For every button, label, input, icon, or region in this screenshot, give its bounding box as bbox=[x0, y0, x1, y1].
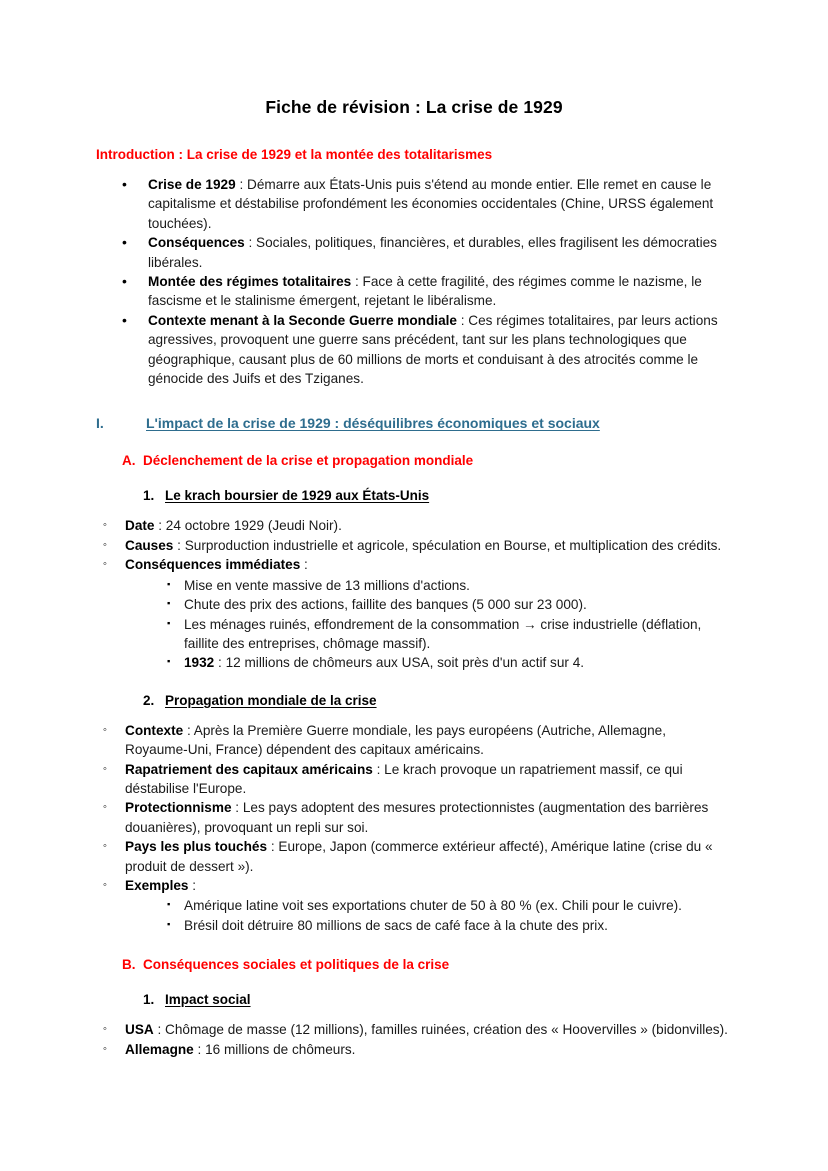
list-item-text: Pays les plus touchés : Europe, Japon (commerce extérieur affecté), Amérique latine (crise du « produit de dessert »). bbox=[125, 839, 713, 874]
list-item bbox=[96, 595, 732, 614]
list-item bbox=[96, 555, 732, 574]
list-item-text: Contexte menant à la Seconde Guerre mondiale : Ces régimes totalitaires, par leurs actions agressives, provoquent une guerre sans précédent, tant sur les plans technologiques que géographique, causant plus de 60 millions de morts et conduisant à des atrocités comme le génocide des Juifs et des Tziganes. bbox=[148, 312, 718, 387]
list-item-text: Protectionnisme : Les pays adoptent des mesures protectionnistes (augmentation des barrières douanières), provoquant un repli sur soi. bbox=[125, 800, 709, 835]
subsection-title: Conséquences sociales et politiques de la crise bbox=[143, 957, 450, 973]
list-item-text: Les ménages ruinés, effondrement de la consommation → crise industrielle (déflation, faillite des entreprises, chômage massif). bbox=[184, 616, 702, 651]
krach-bullet-list bbox=[96, 503, 732, 574]
list-item bbox=[96, 876, 732, 895]
item-heading-a1 bbox=[143, 468, 732, 503]
item-marker: 1. bbox=[143, 992, 155, 1008]
subsection-title: Déclenchement de la crise et propagation mondiale bbox=[143, 453, 474, 469]
introduction-heading: Introduction : La crise de 1929 et la montée des totalitarismes bbox=[96, 147, 493, 162]
bullet-marker-icon bbox=[122, 233, 148, 252]
list-item-term: Contexte menant à la Seconde Guerre mondiale bbox=[148, 312, 457, 328]
bullet-marker-icon bbox=[167, 895, 184, 914]
bullet-marker-icon bbox=[103, 798, 125, 817]
list-item bbox=[96, 916, 732, 935]
bullet-marker-icon bbox=[103, 1020, 125, 1039]
list-item-term: USA bbox=[125, 1022, 154, 1038]
list-item bbox=[96, 760, 732, 799]
list-item-text: Contexte : Après la Première Guerre mondiale, les pays européens (Autriche, Allemagne, Royaume-Uni, France) dépendent des capitaux américains. bbox=[125, 722, 666, 758]
list-item-term: Montée des régimes totalitaires bbox=[148, 274, 352, 290]
list-item bbox=[96, 516, 732, 535]
subsection-heading-b bbox=[122, 935, 732, 972]
bullet-marker-icon bbox=[103, 555, 125, 574]
bullet-marker-icon bbox=[122, 175, 148, 194]
list-item-text: Brésil doit détruire 80 millions de sacs de café face à la chute des prix. bbox=[184, 917, 608, 933]
item-marker: 2. bbox=[143, 692, 155, 708]
list-item bbox=[96, 615, 732, 654]
bullet-marker-icon bbox=[103, 536, 125, 555]
list-item-text: Conséquences immédiates : bbox=[125, 557, 308, 573]
list-item bbox=[96, 1040, 732, 1059]
list-item-text: Amérique latine voit ses exportations chuter de 50 à 80 % (ex. Chili pour le cuivre). bbox=[184, 898, 682, 914]
list-item bbox=[96, 272, 732, 311]
list-item-term: Crise de 1929 bbox=[148, 177, 236, 192]
list-item bbox=[96, 233, 732, 272]
item-heading-a2 bbox=[143, 673, 732, 708]
item-title: Impact social bbox=[165, 992, 251, 1008]
list-item-term: Pays les plus touchés bbox=[125, 839, 268, 855]
list-item-term: Contexte bbox=[125, 722, 184, 738]
list-item-text: Conséquences : Sociales, politiques, financières, et durables, elles fragilisent les démocraties libérales. bbox=[148, 235, 717, 270]
item-title: Propagation mondiale de la crise bbox=[165, 692, 377, 708]
item-marker: 1. bbox=[143, 488, 155, 504]
list-item bbox=[96, 175, 732, 233]
list-item bbox=[96, 798, 732, 837]
item-heading-b1 bbox=[143, 972, 732, 1007]
list-item-term: Rapatriement des capitaux américains bbox=[125, 761, 373, 777]
propagation-sub-bullet-list bbox=[96, 895, 732, 935]
list-item-term: 1932 bbox=[184, 655, 215, 671]
list-item bbox=[96, 311, 732, 389]
bullet-marker-icon bbox=[122, 272, 148, 291]
bullet-marker-icon bbox=[167, 575, 184, 594]
list-item bbox=[96, 1020, 732, 1039]
bullet-marker-icon bbox=[167, 915, 184, 934]
list-item bbox=[96, 837, 732, 876]
list-item bbox=[96, 896, 732, 915]
page-title: Fiche de révision : La crise de 1929 bbox=[265, 97, 563, 117]
bullet-marker-icon bbox=[103, 837, 125, 856]
list-item-text: Mise en vente massive de 13 millions d'actions. bbox=[184, 577, 470, 593]
bullet-marker-icon bbox=[167, 652, 184, 671]
list-item-term: Protectionnisme bbox=[125, 800, 232, 816]
item-title: Le krach boursier de 1929 aux États-Unis bbox=[165, 488, 430, 504]
bullet-marker-icon bbox=[103, 876, 125, 895]
list-item-text: 1932 : 12 millions de chômeurs aux USA, soit près d'un actif sur 4. bbox=[184, 655, 585, 671]
list-item-term: Allemagne bbox=[125, 1041, 194, 1057]
section-title: L'impact de la crise de 1929 : déséquilibres économiques et sociaux bbox=[146, 415, 600, 432]
list-item bbox=[96, 721, 732, 760]
section-marker: I. bbox=[96, 415, 104, 432]
list-item bbox=[96, 536, 732, 555]
list-item-text: Crise de 1929 : Démarre aux États-Unis puis s'étend au monde entier. Elle remet en cause le capitalisme et déstabilise profondément les économies occidentales (Chine, URSS également touchées). bbox=[148, 177, 714, 231]
list-item-text: Rapatriement des capitaux américains : Le krach provoque un rapatriement massif, ce qui déstabilise l'Europe. bbox=[125, 761, 683, 796]
bullet-marker-icon bbox=[122, 311, 148, 330]
list-item-text: Chute des prix des actions, faillite des banques (5 000 sur 23 000). bbox=[184, 597, 587, 613]
list-item-text: Montée des régimes totalitaires : Face à cette fragilité, des régimes comme le nazisme, le fascisme et le stalinisme émergent, rejetant le libéralisme. bbox=[148, 274, 702, 309]
bullet-marker-icon bbox=[103, 721, 125, 740]
bullet-marker-icon bbox=[103, 516, 125, 535]
subsection-marker: A. bbox=[122, 453, 136, 469]
bullet-marker-icon bbox=[103, 760, 125, 779]
list-item-term: Date bbox=[125, 518, 155, 534]
list-item-text: USA : Chômage de masse (12 millions), familles ruinées, création des « Hoovervilles » (bidonvilles). bbox=[125, 1022, 728, 1038]
impact-social-bullet-list bbox=[96, 1007, 732, 1059]
introduction-bullet-list bbox=[96, 162, 732, 388]
list-item bbox=[96, 653, 732, 672]
subsection-heading-a bbox=[122, 431, 732, 468]
krach-sub-bullet-list bbox=[96, 575, 732, 673]
section-heading-1 bbox=[96, 388, 732, 431]
bullet-marker-icon bbox=[167, 614, 184, 633]
propagation-bullet-list bbox=[96, 708, 732, 896]
list-item-term: Causes bbox=[125, 537, 174, 553]
list-item-text: Causes : Surproduction industrielle et agricole, spéculation en Bourse, et multiplication des crédits. bbox=[125, 537, 722, 553]
list-item-term: Conséquences immédiates bbox=[125, 557, 301, 573]
list-item bbox=[96, 576, 732, 595]
list-item-text: Exemples : bbox=[125, 877, 197, 893]
bullet-marker-icon bbox=[103, 1040, 125, 1059]
list-item-text: Allemagne : 16 millions de chômeurs. bbox=[125, 1041, 356, 1057]
bullet-marker-icon bbox=[167, 594, 184, 613]
list-item-term: Exemples bbox=[125, 877, 189, 893]
list-item-term: Conséquences bbox=[148, 235, 245, 251]
list-item-text: Date : 24 octobre 1929 (Jeudi Noir). bbox=[125, 518, 342, 534]
subsection-marker: B. bbox=[122, 957, 136, 973]
